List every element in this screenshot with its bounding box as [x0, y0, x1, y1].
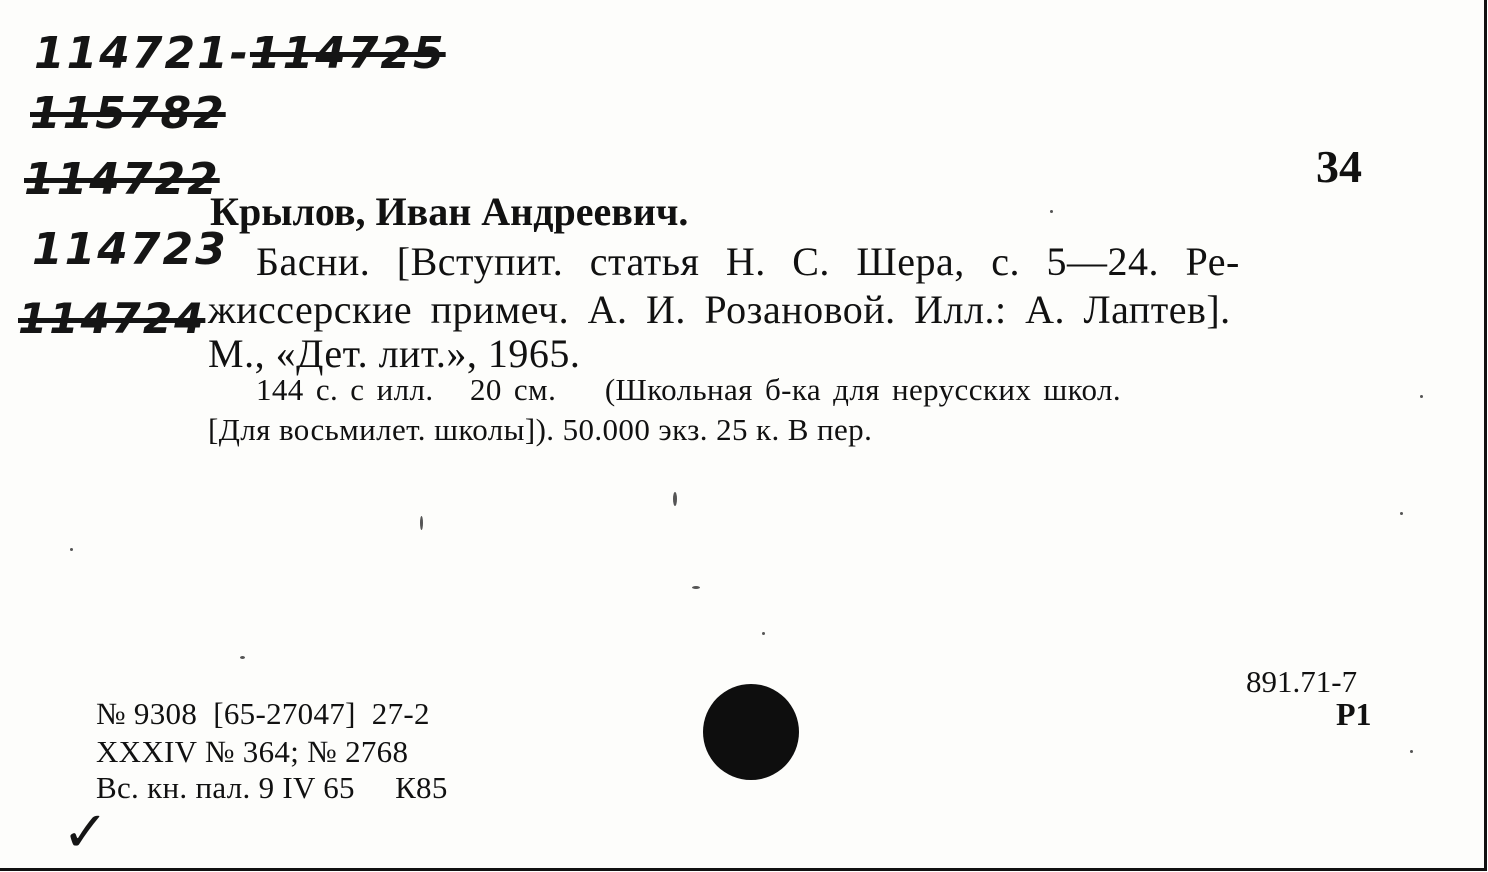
description-line-2: жиссерские примеч. А. И. Розановой. Илл.: А. Лаптев].	[208, 287, 1231, 332]
registration-line-1: № 9308 [65-27047] 27-2	[96, 696, 430, 731]
scan-speck	[420, 516, 423, 530]
handwritten-inventory-line-1	[34, 28, 446, 79]
physical-line-1: 144 с. с илл. 20 см. (Школьная б-ка для нерусских школ.	[256, 372, 1122, 407]
registration-line-3: Вс. кн. пал. 9 IV 65 К85	[96, 770, 448, 805]
shelf-mark: Р1	[1336, 696, 1372, 732]
scan-speck	[1050, 210, 1053, 213]
handwritten-inventory-line-3: 114722	[24, 154, 220, 205]
inventory-number-struck: 114725	[249, 28, 446, 79]
scan-speck	[1410, 750, 1413, 753]
scan-speck	[673, 492, 677, 506]
inventory-number-plain: 114721-	[34, 28, 250, 79]
scan-speck	[70, 548, 73, 551]
scan-speck	[692, 586, 700, 589]
handwritten-inventory-line-2: 115782	[30, 88, 226, 139]
registration-line-2: XXXIV № 364; № 2768	[96, 734, 409, 769]
scan-speck	[762, 632, 765, 635]
punch-hole	[703, 684, 799, 780]
scan-speck	[240, 656, 245, 659]
classification-code: 891.71-7	[1246, 664, 1358, 699]
handwritten-inventory-line-4: 114723	[32, 224, 228, 275]
scan-speck	[1400, 512, 1403, 515]
handwritten-inventory-line-5: 114724	[18, 294, 206, 343]
card-number: 34	[1316, 141, 1362, 192]
physical-line-2: [Для восьмилет. школы]). 50.000 экз. 25 к. В пер.	[208, 412, 873, 447]
description-line-3: М., «Дет. лит.», 1965.	[208, 331, 581, 376]
scan-speck	[1420, 395, 1423, 398]
description-line-1: Басни. [Вступит. статья Н. С. Шера, с. 5—24. Ре-	[256, 239, 1240, 284]
checkmark-icon: ✓	[62, 800, 111, 865]
author-heading: Крылов, Иван Андреевич.	[210, 189, 689, 234]
